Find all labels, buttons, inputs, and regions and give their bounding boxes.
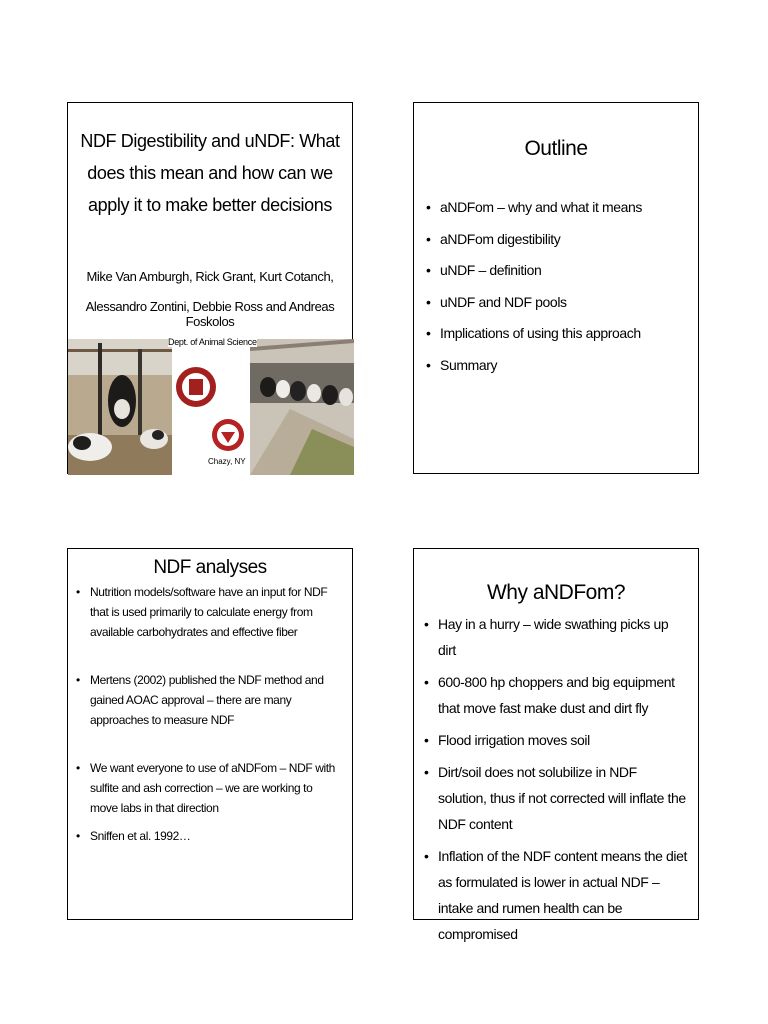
bullet-item: • aNDFom – why and what it means: [426, 199, 642, 215]
bullet-list: [424, 611, 688, 953]
title-line: apply it to make better decisions: [88, 195, 332, 215]
bullet-item: • Nutrition models/software have an input for NDF that is used primarily to calculate energy from available carbohydrates and effective fiber: [76, 582, 340, 642]
bullet-item: • Mertens (2002) published the NDF method and gained AOAC approval – there are many approaches to measure NDF: [76, 670, 340, 730]
location-label: Chazy, NY: [208, 457, 246, 466]
slide-2: [413, 102, 699, 474]
bullet-item: • Hay in a hurry – wide swathing picks up dirt: [424, 611, 688, 663]
slide-title: NDF analyses: [153, 557, 267, 578]
title-line: NDF Digestibility and uNDF: What: [80, 131, 340, 151]
authors-line: Mike Van Amburgh, Rick Grant, Kurt Cotanch,: [86, 269, 334, 284]
university-logos: [172, 339, 250, 475]
bullet-item: • uNDF – definition: [426, 262, 642, 278]
dept-label: Dept. of Animal Science: [168, 337, 257, 347]
authors-line: Alessandro Zontini, Debbie Ross and Andreas Foskolos: [85, 299, 335, 329]
bullet-item: • Sniffen et al. 1992…: [76, 826, 340, 846]
title-photo-band: [68, 339, 354, 475]
barn-cows-photo: [68, 339, 172, 475]
bullet-list: [76, 582, 340, 846]
bullet-item: • Flood irrigation moves soil: [424, 727, 688, 753]
bullet-list: [426, 199, 642, 388]
slide-title: Outline: [524, 137, 588, 160]
bullet-item: • Implications of using this approach: [426, 325, 642, 341]
bullet-item: • Summary: [426, 357, 642, 373]
bullet-item: • uNDF and NDF pools: [426, 294, 642, 310]
bullet-item: • aNDFom digestibility: [426, 231, 642, 247]
bullet-item: • 600-800 hp choppers and big equipment that move fast make dust and dirt fly: [424, 669, 688, 721]
slide-1-title: [78, 125, 342, 221]
slide-title: Why aNDFom?: [486, 581, 626, 604]
title-line: does this mean and how can we: [87, 163, 333, 183]
bullet-item: • Dirt/soil does not solubilize in NDF solution, thus if not corrected will inflate the NDF content: [424, 759, 688, 837]
bullet-item: • Inflation of the NDF content means the diet as formulated is lower in actual NDF – intake and rumen health can be compromised: [424, 843, 688, 947]
bullet-item: • We want everyone to use of aNDFom – NDF with sulfite and ash correction – we are working to move labs in that direction: [76, 758, 340, 818]
slide-4: [413, 548, 699, 942]
slide-3: [67, 548, 353, 920]
slide-1: [67, 102, 353, 474]
feedlot-photo: [250, 339, 354, 475]
